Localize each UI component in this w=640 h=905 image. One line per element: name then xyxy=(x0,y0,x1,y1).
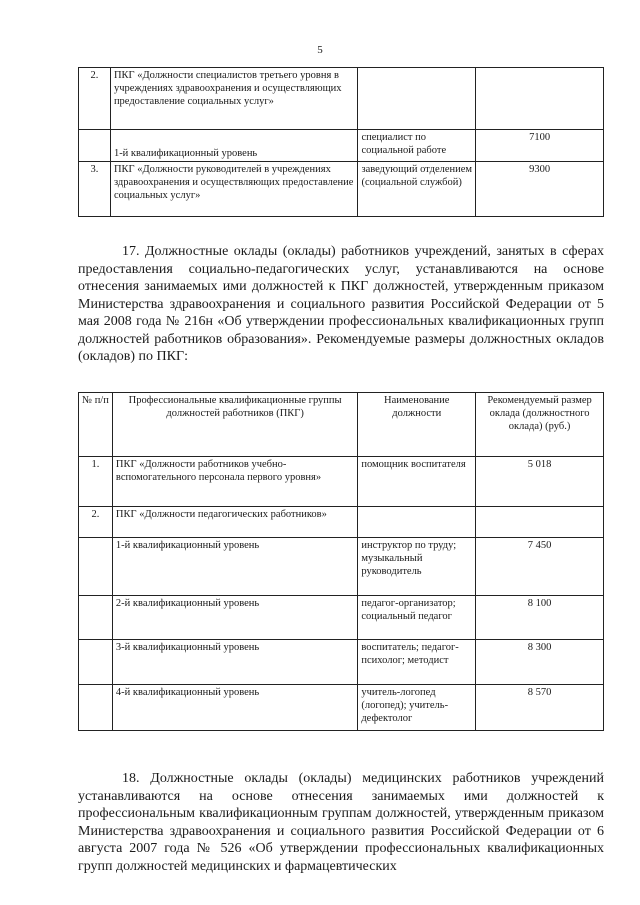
table-row xyxy=(79,685,604,731)
row-number xyxy=(79,640,113,685)
row-number: 2. xyxy=(79,68,111,130)
salary-value: 8 570 xyxy=(476,685,604,731)
position-name: воспитатель; педагог-психолог; методист xyxy=(358,640,476,685)
group-name: ПКГ «Должности педагогических работников» xyxy=(112,507,357,538)
position-name: специалист по социальной работе xyxy=(358,130,476,162)
header-salary: Рекомендуемый размер оклада (должностного оклада) (руб.) xyxy=(476,393,604,457)
row-number: 2. xyxy=(79,507,113,538)
header-group: Профессиональные квалификационные группы должностей работников (ПКГ) xyxy=(112,393,357,457)
table-row xyxy=(79,538,604,596)
header-number: № п/п xyxy=(79,393,113,457)
page-number: 5 xyxy=(317,44,323,56)
group-name: ПКГ «Должности работников учебно-вспомогательного персонала первого уровня» xyxy=(112,457,357,507)
salary-value xyxy=(476,68,604,130)
table-row xyxy=(79,457,604,507)
table-row xyxy=(79,162,604,217)
table-row xyxy=(79,640,604,685)
position-name xyxy=(358,68,476,130)
row-number xyxy=(79,685,113,731)
salary-value: 8 300 xyxy=(476,640,604,685)
qualification-table-continued xyxy=(78,67,604,217)
row-number: 1. xyxy=(79,457,113,507)
salary-value: 8 100 xyxy=(476,596,604,640)
group-name: ПКГ «Должности специалистов третьего уровня в учреждениях здравоохранения и осуществляющих предоставление социальных услуг» xyxy=(110,68,358,130)
table-row xyxy=(79,130,604,162)
paragraph-17: 17. Должностные оклады (оклады) работников учреждений, занятых в сферах предоставления социально-педагогических услуг, устанавливаются на основе отнесения занимаемых ими должностей к ПКГ должностей, утвержденным приказом Министерства здравоохранения и социального развития Российской Федерации от 5 мая 2008 года № 216н «Об утверждении профессиональных квалификационных групп должностей работников образования». Рекомендуемые размеры должностных окладов (окладов) по ПКГ: xyxy=(78,244,604,364)
table-row xyxy=(79,68,604,130)
position-name: инструктор по труду; музыкальный руководитель xyxy=(358,538,476,596)
row-number: 3. xyxy=(79,162,111,217)
qualification-level: 1-й квалификационный уровень xyxy=(110,130,358,162)
salary-value: 5 018 xyxy=(476,457,604,507)
salary-value xyxy=(476,507,604,538)
header-position: Наименование должности xyxy=(358,393,476,457)
row-number xyxy=(79,130,111,162)
qualification-level: 4-й квалификационный уровень xyxy=(112,685,357,731)
salary-value: 9300 xyxy=(476,162,604,217)
qualification-level: 1-й квалификационный уровень xyxy=(112,538,357,596)
qualification-level: 3-й квалификационный уровень xyxy=(112,640,357,685)
qualification-level: 2-й квалификационный уровень xyxy=(112,596,357,640)
pedagogical-salary-table xyxy=(78,392,604,731)
position-name: заведующий отделением (социальной службой) xyxy=(358,162,476,217)
salary-value: 7 450 xyxy=(476,538,604,596)
paragraph-18: 18. Должностные оклады (оклады) медицинских работников учреждений устанавливаются на основе отнесения занимаемых ими должностей к профессиональным квалификационным группам должностей, утвержденным приказом Министерства здравоохранения и социального развития Российской Федерации от 6 августа 2007 года № 526 «Об утверждении профессиональных квалификационных групп должностей медицинских и фармацевтических xyxy=(78,771,604,874)
group-name: ПКГ «Должности руководителей в учреждениях здравоохранения и осуществляющих предоставление социальных услуг» xyxy=(110,162,358,217)
row-number xyxy=(79,538,113,596)
position-name: помощник воспитателя xyxy=(358,457,476,507)
row-number xyxy=(79,596,113,640)
position-name xyxy=(358,507,476,538)
salary-value: 7100 xyxy=(476,130,604,162)
table-header-row xyxy=(79,393,604,457)
position-name: учитель-логопед (логопед); учитель-дефектолог xyxy=(358,685,476,731)
table-row xyxy=(79,596,604,640)
position-name: педагог-организатор; социальный педагог xyxy=(358,596,476,640)
table-row xyxy=(79,507,604,538)
